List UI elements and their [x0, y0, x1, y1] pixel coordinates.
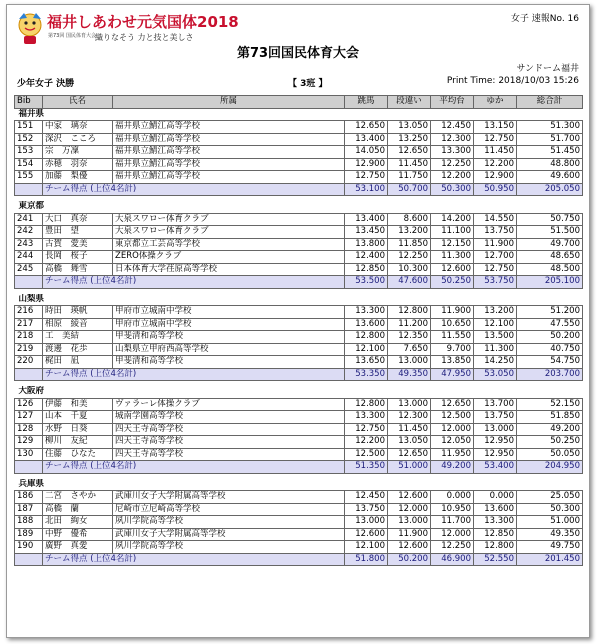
- affiliation: 大泉スワロー体育クラブ: [113, 226, 345, 239]
- column-header: 総合計: [517, 96, 583, 109]
- team-floor: 53.400: [474, 461, 517, 474]
- team-beam: 50.300: [431, 183, 474, 196]
- beam-score: 13.300: [431, 146, 474, 159]
- vault-score: 14.050: [345, 146, 388, 159]
- affiliation: 甲府市立城南中学校: [113, 306, 345, 319]
- affiliation: 福井県立鯖江高等学校: [113, 171, 345, 184]
- team-score-label: チーム得点 (上位4名計): [43, 461, 345, 474]
- beam-score: 12.200: [431, 171, 474, 184]
- affiliation: 甲府市立城南中学校: [113, 318, 345, 331]
- vault-score: 13.450: [345, 226, 388, 239]
- total-score: 48.650: [517, 251, 583, 264]
- total-score: 48.500: [517, 263, 583, 276]
- floor-score: 13.300: [474, 516, 517, 529]
- prefecture-name: 兵庫県: [18, 478, 45, 489]
- affiliation: 福井県立鯖江高等学校: [113, 158, 345, 171]
- bib: 154: [15, 158, 43, 171]
- team-bars: 49.350: [388, 368, 431, 381]
- floor-score: 11.450: [474, 146, 517, 159]
- affiliation: 甲斐清和高等学校: [113, 356, 345, 369]
- team-bars: 50.200: [388, 553, 431, 566]
- vault-score: 13.600: [345, 318, 388, 331]
- bib: 241: [15, 213, 43, 226]
- bars-score: 11.200: [388, 318, 431, 331]
- vault-score: 12.400: [345, 251, 388, 264]
- team-bars: 50.700: [388, 183, 431, 196]
- beam-score: 11.300: [431, 251, 474, 264]
- affiliation: 武庫川女子大学附属高等学校: [113, 491, 345, 504]
- bib: 219: [15, 343, 43, 356]
- athlete-name: 伊藤 和美: [43, 398, 113, 411]
- affiliation: 福井県立鯖江高等学校: [113, 121, 345, 134]
- athlete-name: 時田 瑛帆: [43, 306, 113, 319]
- beam-score: 12.050: [431, 436, 474, 449]
- beam-score: 12.650: [431, 398, 474, 411]
- column-header: 所属: [113, 96, 345, 109]
- beam-score: 11.700: [431, 516, 474, 529]
- total-score: 49.350: [517, 528, 583, 541]
- bars-score: 7.650: [388, 343, 431, 356]
- vault-score: 12.800: [345, 331, 388, 344]
- beam-score: 14.200: [431, 213, 474, 226]
- prefecture-row: [15, 386, 583, 398]
- floor-score: 13.750: [474, 411, 517, 424]
- bib: 189: [15, 528, 43, 541]
- affiliation: 甲斐清和高等学校: [113, 331, 345, 344]
- affiliation: ZERO体操クラブ: [113, 251, 345, 264]
- beam-score: 11.100: [431, 226, 474, 239]
- beam-score: 11.900: [431, 306, 474, 319]
- beam-score: 12.000: [431, 528, 474, 541]
- athlete-name: 北田 絢女: [43, 516, 113, 529]
- prefecture-name: 福井県: [18, 108, 45, 119]
- total-score: 51.300: [517, 121, 583, 134]
- bib: 244: [15, 251, 43, 264]
- column-header: ゆか: [474, 96, 517, 109]
- team-score-label: チーム得点 (上位4名計): [43, 183, 345, 196]
- total-score: 52.150: [517, 398, 583, 411]
- floor-score: 12.950: [474, 448, 517, 461]
- athlete-name: 長岡 桜子: [43, 251, 113, 264]
- bib: 190: [15, 541, 43, 554]
- total-score: 50.050: [517, 448, 583, 461]
- athlete-row: [15, 158, 583, 171]
- report-number: 女子 速報No. 16: [510, 14, 579, 24]
- team-empty-cell: [15, 276, 43, 289]
- page-title: 第73回国民体育大会: [236, 46, 360, 61]
- bib: 186: [15, 491, 43, 504]
- athlete-row: [15, 318, 583, 331]
- bars-score: 13.050: [388, 436, 431, 449]
- beam-score: 13.850: [431, 356, 474, 369]
- bars-score: 12.350: [388, 331, 431, 344]
- athlete-name: 梶田 凪: [43, 356, 113, 369]
- beam-score: 12.250: [431, 158, 474, 171]
- floor-score: 12.750: [474, 263, 517, 276]
- athlete-row: [15, 528, 583, 541]
- athlete-row: [15, 423, 583, 436]
- athlete-row: [15, 133, 583, 146]
- logo-subtitle: 第73回 国民体育大会: [48, 33, 96, 39]
- floor-score: 13.150: [474, 121, 517, 134]
- team-total: 203.700: [517, 368, 583, 381]
- athlete-name: 大口 真奈: [43, 213, 113, 226]
- total-score: 50.200: [517, 331, 583, 344]
- column-header: 段違い: [388, 96, 431, 109]
- bib: 126: [15, 398, 43, 411]
- athlete-name: 山本 千夏: [43, 411, 113, 424]
- total-score: 50.750: [517, 213, 583, 226]
- total-score: 49.700: [517, 238, 583, 251]
- bib: 152: [15, 133, 43, 146]
- bars-score: 12.600: [388, 541, 431, 554]
- prefecture-name: 山梨県: [18, 293, 45, 304]
- floor-score: 14.250: [474, 356, 517, 369]
- affiliation: ヴァラーレ体操クラブ: [113, 398, 345, 411]
- total-score: 51.000: [517, 516, 583, 529]
- beam-score: 12.500: [431, 411, 474, 424]
- bars-score: 13.000: [388, 356, 431, 369]
- vault-score: 13.800: [345, 238, 388, 251]
- vault-score: 13.750: [345, 503, 388, 516]
- athlete-row: [15, 331, 583, 344]
- affiliation: 大泉スワロー体育クラブ: [113, 213, 345, 226]
- event-name: 少年女子 決勝: [17, 79, 75, 89]
- team-beam: 49.200: [431, 461, 474, 474]
- team-vault: 51.800: [345, 553, 388, 566]
- bib: 220: [15, 356, 43, 369]
- total-score: 40.750: [517, 343, 583, 356]
- total-score: 49.600: [517, 171, 583, 184]
- athlete-row: [15, 213, 583, 226]
- team-total: 204.950: [517, 461, 583, 474]
- team-vault: 53.100: [345, 183, 388, 196]
- bars-score: 13.000: [388, 516, 431, 529]
- beam-score: 12.300: [431, 133, 474, 146]
- prefecture-row: [15, 201, 583, 213]
- athlete-row: [15, 516, 583, 529]
- athlete-name: 中野 優希: [43, 528, 113, 541]
- athlete-name: 相原 綾音: [43, 318, 113, 331]
- athlete-name: 深沢 こころ: [43, 133, 113, 146]
- vault-score: 13.300: [345, 306, 388, 319]
- affiliation: 武庫川女子大学附属高等学校: [113, 528, 345, 541]
- bib: 151: [15, 121, 43, 134]
- total-score: 48.800: [517, 158, 583, 171]
- team-beam: 50.250: [431, 276, 474, 289]
- prefecture-row: [15, 294, 583, 306]
- team-score-row: [15, 276, 583, 289]
- athlete-row: [15, 436, 583, 449]
- athlete-row: [15, 306, 583, 319]
- beam-score: 11.950: [431, 448, 474, 461]
- logo-slogan: 織りなそう 力と技と美しさ: [95, 33, 194, 42]
- team-score-row: [15, 183, 583, 196]
- team-empty-cell: [15, 461, 43, 474]
- beam-score: 9.700: [431, 343, 474, 356]
- total-score: 51.500: [517, 226, 583, 239]
- athlete-name: 住藤 ひなた: [43, 448, 113, 461]
- athlete-name: 古賀 愛美: [43, 238, 113, 251]
- vault-score: 12.750: [345, 423, 388, 436]
- floor-score: 12.850: [474, 528, 517, 541]
- affiliation: 夙川学院高等学校: [113, 541, 345, 554]
- athlete-row: [15, 171, 583, 184]
- team-score-row: [15, 461, 583, 474]
- vault-score: 12.800: [345, 398, 388, 411]
- team-score-row: [15, 368, 583, 381]
- floor-score: 13.200: [474, 306, 517, 319]
- athlete-row: [15, 343, 583, 356]
- team-total: 201.450: [517, 553, 583, 566]
- athlete-name: 中家 璃奈: [43, 121, 113, 134]
- vault-score: 12.450: [345, 491, 388, 504]
- total-score: 51.700: [517, 133, 583, 146]
- athlete-name: 廣野 真愛: [43, 541, 113, 554]
- bib: 153: [15, 146, 43, 159]
- team-empty-cell: [15, 183, 43, 196]
- bib: 242: [15, 226, 43, 239]
- team-floor: 52.550: [474, 553, 517, 566]
- bars-score: 11.450: [388, 158, 431, 171]
- vault-score: 12.100: [345, 541, 388, 554]
- prefecture-row: [15, 108, 583, 121]
- bib: 187: [15, 503, 43, 516]
- affiliation: 山梨県立甲府西高等学校: [113, 343, 345, 356]
- athlete-name: 宗 万凜: [43, 146, 113, 159]
- athlete-row: [15, 356, 583, 369]
- floor-score: 13.000: [474, 423, 517, 436]
- print-time: Print Time: 2018/10/03 15:26: [446, 76, 579, 86]
- athlete-row: [15, 121, 583, 134]
- bars-score: 12.650: [388, 448, 431, 461]
- prefecture-name: 東京都: [18, 201, 45, 212]
- prefecture-name: 大阪府: [18, 386, 45, 397]
- vault-score: 12.500: [345, 448, 388, 461]
- total-score: 49.200: [517, 423, 583, 436]
- bars-score: 11.450: [388, 423, 431, 436]
- bars-score: 11.850: [388, 238, 431, 251]
- bars-score: 11.900: [388, 528, 431, 541]
- floor-score: 11.900: [474, 238, 517, 251]
- athlete-name: 赤穂 羽奈: [43, 158, 113, 171]
- floor-score: 14.550: [474, 213, 517, 226]
- bib: 243: [15, 238, 43, 251]
- total-score: 51.200: [517, 306, 583, 319]
- bib: 188: [15, 516, 43, 529]
- bib: 127: [15, 411, 43, 424]
- total-score: 50.250: [517, 436, 583, 449]
- bars-score: 8.600: [388, 213, 431, 226]
- athlete-row: [15, 238, 583, 251]
- column-header: 氏名: [43, 96, 113, 109]
- floor-score: 11.300: [474, 343, 517, 356]
- total-score: 54.750: [517, 356, 583, 369]
- beam-score: 12.000: [431, 423, 474, 436]
- group-label: 【 3班 】: [288, 79, 328, 89]
- affiliation: 尼崎市立尼崎高等学校: [113, 503, 345, 516]
- athlete-row: [15, 226, 583, 239]
- team-beam: 46.900: [431, 553, 474, 566]
- team-floor: 53.050: [474, 368, 517, 381]
- athlete-row: [15, 411, 583, 424]
- vault-score: 13.000: [345, 516, 388, 529]
- team-bars: 51.000: [388, 461, 431, 474]
- beam-score: 12.450: [431, 121, 474, 134]
- athlete-row: [15, 541, 583, 554]
- team-vault: 51.350: [345, 461, 388, 474]
- athlete-name: 加藤 梨優: [43, 171, 113, 184]
- total-score: 25.050: [517, 491, 583, 504]
- vault-score: 12.900: [345, 158, 388, 171]
- athlete-name: 高橋 舞雪: [43, 263, 113, 276]
- column-header: 平均台: [431, 96, 474, 109]
- beam-score: 10.950: [431, 503, 474, 516]
- floor-score: 12.200: [474, 158, 517, 171]
- results-sheet: [6, 4, 590, 638]
- bars-score: 13.200: [388, 226, 431, 239]
- affiliation: 四天王寺高等学校: [113, 448, 345, 461]
- bars-score: 12.600: [388, 491, 431, 504]
- bib: 217: [15, 318, 43, 331]
- team-score-label: チーム得点 (上位4名計): [43, 553, 345, 566]
- athlete-row: [15, 448, 583, 461]
- floor-score: 12.900: [474, 171, 517, 184]
- column-header: Bib: [15, 96, 43, 109]
- mascot-icon: [15, 11, 45, 45]
- bib: 216: [15, 306, 43, 319]
- affiliation: 日本体育大学荏原高等学校: [113, 263, 345, 276]
- team-floor: 50.950: [474, 183, 517, 196]
- team-empty-cell: [15, 553, 43, 566]
- bars-score: 13.000: [388, 398, 431, 411]
- results-table: [14, 95, 583, 566]
- vault-score: 12.600: [345, 528, 388, 541]
- vault-score: 13.400: [345, 133, 388, 146]
- floor-score: 13.500: [474, 331, 517, 344]
- floor-score: 12.750: [474, 133, 517, 146]
- total-score: 51.850: [517, 411, 583, 424]
- floor-score: 12.800: [474, 541, 517, 554]
- team-vault: 53.500: [345, 276, 388, 289]
- bars-score: 13.050: [388, 121, 431, 134]
- floor-score: 13.750: [474, 226, 517, 239]
- floor-score: 13.700: [474, 398, 517, 411]
- athlete-name: 二宮 さやか: [43, 491, 113, 504]
- bib: 128: [15, 423, 43, 436]
- team-score-label: チーム得点 (上位4名計): [43, 368, 345, 381]
- athlete-name: 豊田 望: [43, 226, 113, 239]
- bars-score: 11.750: [388, 171, 431, 184]
- total-score: 49.750: [517, 541, 583, 554]
- bib: 245: [15, 263, 43, 276]
- athlete-name: 水野 日葵: [43, 423, 113, 436]
- athlete-row: [15, 398, 583, 411]
- total-score: 51.450: [517, 146, 583, 159]
- athlete-row: [15, 251, 583, 264]
- bib: 218: [15, 331, 43, 344]
- athlete-row: [15, 503, 583, 516]
- beam-score: 10.650: [431, 318, 474, 331]
- athlete-name: 高橋 蘭: [43, 503, 113, 516]
- total-score: 47.550: [517, 318, 583, 331]
- logo-title: 福井しあわせ元気国体2018: [47, 13, 239, 31]
- column-header: 跳馬: [345, 96, 388, 109]
- team-empty-cell: [15, 368, 43, 381]
- team-score-row: [15, 553, 583, 566]
- vault-score: 13.650: [345, 356, 388, 369]
- team-vault: 53.350: [345, 368, 388, 381]
- team-total: 205.050: [517, 183, 583, 196]
- affiliation: 城南学園高等学校: [113, 411, 345, 424]
- floor-score: 12.100: [474, 318, 517, 331]
- bars-score: 12.000: [388, 503, 431, 516]
- bars-score: 10.300: [388, 263, 431, 276]
- bars-score: 12.800: [388, 306, 431, 319]
- bars-score: 12.300: [388, 411, 431, 424]
- team-floor: 53.750: [474, 276, 517, 289]
- floor-score: 12.700: [474, 251, 517, 264]
- team-score-label: チーム得点 (上位4名計): [43, 276, 345, 289]
- floor-score: 0.000: [474, 491, 517, 504]
- venue-name: サンドーム福井: [516, 64, 579, 74]
- total-score: 50.300: [517, 503, 583, 516]
- beam-score: 12.150: [431, 238, 474, 251]
- vault-score: 13.300: [345, 411, 388, 424]
- bars-score: 12.650: [388, 146, 431, 159]
- affiliation: 夙川学院高等学校: [113, 516, 345, 529]
- floor-score: 12.950: [474, 436, 517, 449]
- bib: 129: [15, 436, 43, 449]
- beam-score: 0.000: [431, 491, 474, 504]
- team-beam: 47.950: [431, 368, 474, 381]
- athlete-row: [15, 491, 583, 504]
- floor-score: 13.600: [474, 503, 517, 516]
- affiliation: 福井県立鯖江高等学校: [113, 133, 345, 146]
- athlete-row: [15, 146, 583, 159]
- athlete-name: 柳川 友紀: [43, 436, 113, 449]
- athlete-name: 渡邊 花歩: [43, 343, 113, 356]
- beam-score: 12.600: [431, 263, 474, 276]
- beam-score: 11.550: [431, 331, 474, 344]
- athlete-name: 工 美結: [43, 331, 113, 344]
- prefecture-row: [15, 479, 583, 491]
- bib: 130: [15, 448, 43, 461]
- bib: 155: [15, 171, 43, 184]
- table-header-row: [15, 96, 583, 109]
- bars-score: 13.250: [388, 133, 431, 146]
- athlete-row: [15, 263, 583, 276]
- vault-score: 12.100: [345, 343, 388, 356]
- vault-score: 12.850: [345, 263, 388, 276]
- team-total: 205.100: [517, 276, 583, 289]
- affiliation: 四天王寺高等学校: [113, 423, 345, 436]
- vault-score: 12.200: [345, 436, 388, 449]
- affiliation: 四天王寺高等学校: [113, 436, 345, 449]
- vault-score: 12.650: [345, 121, 388, 134]
- beam-score: 12.250: [431, 541, 474, 554]
- vault-score: 13.400: [345, 213, 388, 226]
- bars-score: 12.250: [388, 251, 431, 264]
- vault-score: 12.750: [345, 171, 388, 184]
- team-bars: 47.600: [388, 276, 431, 289]
- affiliation: 福井県立鯖江高等学校: [113, 146, 345, 159]
- affiliation: 東京都立工芸高等学校: [113, 238, 345, 251]
